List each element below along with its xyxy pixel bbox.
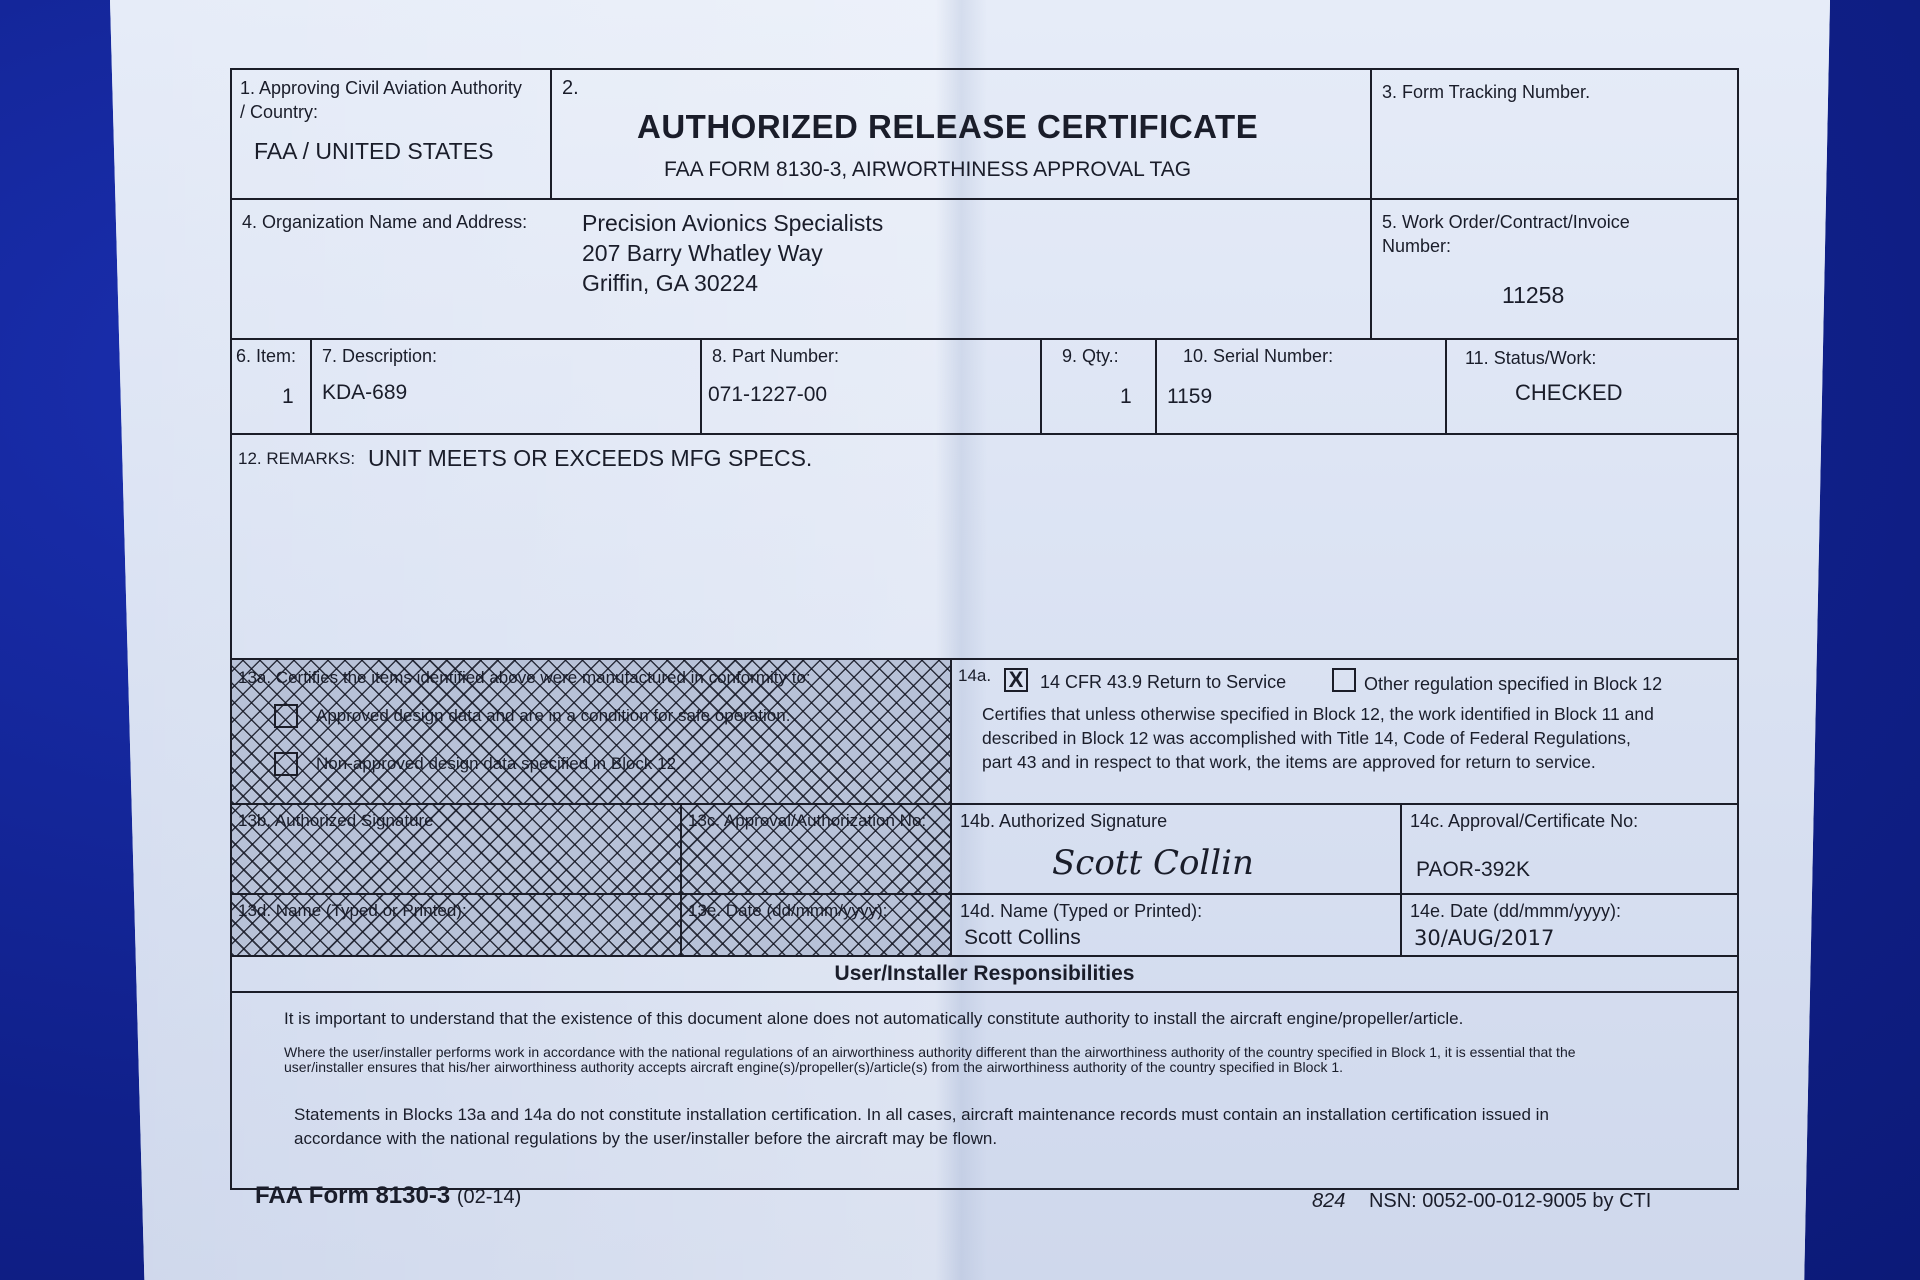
block-14e (1402, 895, 1737, 957)
item-col (232, 340, 312, 435)
qty-value: 1 (1120, 385, 1132, 408)
nsn-line (1312, 1190, 1651, 1213)
block-13c-label: 13c. Approval/Authorization No: (688, 811, 927, 830)
block-13d-label: 13d. Name (Typed or Printed): (238, 901, 467, 920)
item-header: 6. Item: (236, 346, 297, 366)
block-14e-label: 14e. Date (dd/mmm/yyyy): (1410, 901, 1622, 921)
org-city: Griffin, GA 30224 (582, 270, 759, 296)
other-regulation-label: Other regulation specified in Block 12 (1364, 674, 1663, 694)
description-header: 7. Description: (322, 346, 438, 366)
part-number-col (702, 340, 1042, 435)
block-13e-label: 13e. Date (dd/mmm/yyyy): (688, 901, 888, 920)
block-12 (232, 435, 1737, 660)
approving-authority: FAA / UNITED STATES (254, 138, 494, 164)
block-2-number: 2. (562, 77, 579, 99)
other-regulation-checkbox[interactable] (1332, 668, 1356, 692)
block-5-label: 5. Work Order/Contract/Invoice Number: (1382, 212, 1630, 256)
nsn: NSN: 0052-00-012-9005 by CTI (1368, 1190, 1652, 1212)
responsibilities-heading: User/Installer Responsibilities (834, 962, 1135, 985)
block-3-label: 3. Form Tracking Number. (1382, 82, 1591, 102)
block-14c (1402, 805, 1737, 895)
block-13d (232, 895, 682, 957)
part-number-value: 071-1227-00 (708, 383, 828, 406)
block-14d-label: 14d. Name (Typed or Printed): (960, 901, 1203, 921)
approval-date: 30/AUG/2017 (1414, 926, 1555, 950)
serial-value: 1159 (1167, 385, 1213, 408)
responsibilities-p2: Where the user/installer performs work in accordance with the national regulations of an airworthiness authority different than the airworthiness authority of the country specified in Block 1, it is essential that the user/installer ensures that his/her airworthiness authority accepts aircraft engine(s)/propeller(s)/article(s) from the airworthiness authority of the country specified in Block 1. (284, 1044, 1576, 1075)
status-col (1447, 340, 1737, 435)
block-1 (232, 70, 552, 200)
block-14b (952, 805, 1402, 895)
status-header: 11. Status/Work: (1465, 348, 1597, 368)
qty-header: 9. Qty.: (1062, 346, 1119, 366)
block-5 (1372, 200, 1737, 340)
approved-design-label: Approved design data and are in a condition for safe operation. (316, 706, 791, 725)
certificate-number: PAOR-392K (1416, 858, 1530, 881)
block-13b-label: 13b. Authorized Signature (238, 811, 434, 830)
work-order-number: 11258 (1502, 282, 1565, 308)
block-13a-label: 13a. Certifies the items identified above were manufactured in conformity to: (238, 668, 811, 687)
description-col (312, 340, 702, 435)
org-name: Precision Avionics Specialists (582, 210, 884, 236)
block-14a-statement: Certifies that unless otherwise specified in Block 12, the work identified in Block 11 and described in Block 12 was accomplished with Title 14, Code of Federal Regulations, part 43 and in respect to that work, the items are approved for return to service. (982, 704, 1654, 772)
printed-name: Scott Collins (964, 926, 1081, 949)
block-13a (232, 660, 952, 805)
form-revision: (02-14) (456, 1186, 522, 1208)
org-street: 207 Barry Whatley Way (582, 240, 823, 266)
form-name: FAA Form 8130-3 (255, 1182, 451, 1209)
block-14c-label: 14c. Approval/Certificate No: (1410, 811, 1639, 831)
status-value: CHECKED (1515, 380, 1623, 405)
block-13b (232, 805, 682, 895)
serial-col (1157, 340, 1447, 435)
return-to-service-checkbox[interactable]: X (1004, 668, 1028, 692)
responsibilities-p1: It is important to understand that the existence of this document alone does not automatically constitute authority to install the aircraft engine/propeller/article. (284, 1009, 1464, 1028)
responsibilities-body (232, 993, 1737, 1186)
return-to-service-label: 14 CFR 43.9 Return to Service (1040, 672, 1287, 692)
authorized-signature: Scott Collin (1052, 843, 1254, 883)
non-approved-design-checkbox[interactable] (274, 752, 298, 776)
approved-design-checkbox[interactable] (274, 704, 298, 728)
item-value: 1 (282, 385, 294, 408)
footer-number: 824 (1312, 1190, 1346, 1212)
responsibilities-p3: Statements in Blocks 13a and 14a do not constitute installation certification. In all cases, aircraft maintenance records must contain an installation certification issued in accordance with the national regulations by the user/installer before the aircraft may be flown. (294, 1105, 1549, 1148)
serial-header: 10. Serial Number: (1183, 346, 1334, 366)
form-title: AUTHORIZED RELEASE CERTIFICATE (637, 108, 1259, 145)
qty-col (1042, 340, 1157, 435)
description-value: KDA-689 (322, 381, 408, 404)
certificate-form (230, 68, 1739, 1190)
block-1-label: 1. Approving Civil Aviation Authority / Country: (240, 78, 522, 122)
block-4 (232, 200, 1372, 340)
block-13c (682, 805, 952, 895)
responsibilities-heading-row (232, 957, 1737, 993)
non-approved-design-label: Non-approved design data specified in Block 12. (316, 754, 681, 773)
remarks-label: 12. REMARKS: (238, 449, 356, 468)
remarks-value: UNIT MEETS OR EXCEEDS MFG SPECS. (368, 445, 813, 471)
block-14a (952, 660, 1737, 805)
form-id (255, 1182, 521, 1210)
block-14d (952, 895, 1402, 957)
block-14b-label: 14b. Authorized Signature (960, 811, 1168, 831)
part-number-header: 8. Part Number: (712, 346, 840, 366)
block-3 (1372, 70, 1737, 200)
block-13e (682, 895, 952, 957)
block-14a-number: 14a. (958, 666, 992, 685)
block-4-label: 4. Organization Name and Address: (242, 212, 528, 232)
form-subtitle: FAA FORM 8130-3, AIRWORTHINESS APPROVAL TAG (664, 158, 1192, 181)
block-2 (552, 70, 1372, 200)
